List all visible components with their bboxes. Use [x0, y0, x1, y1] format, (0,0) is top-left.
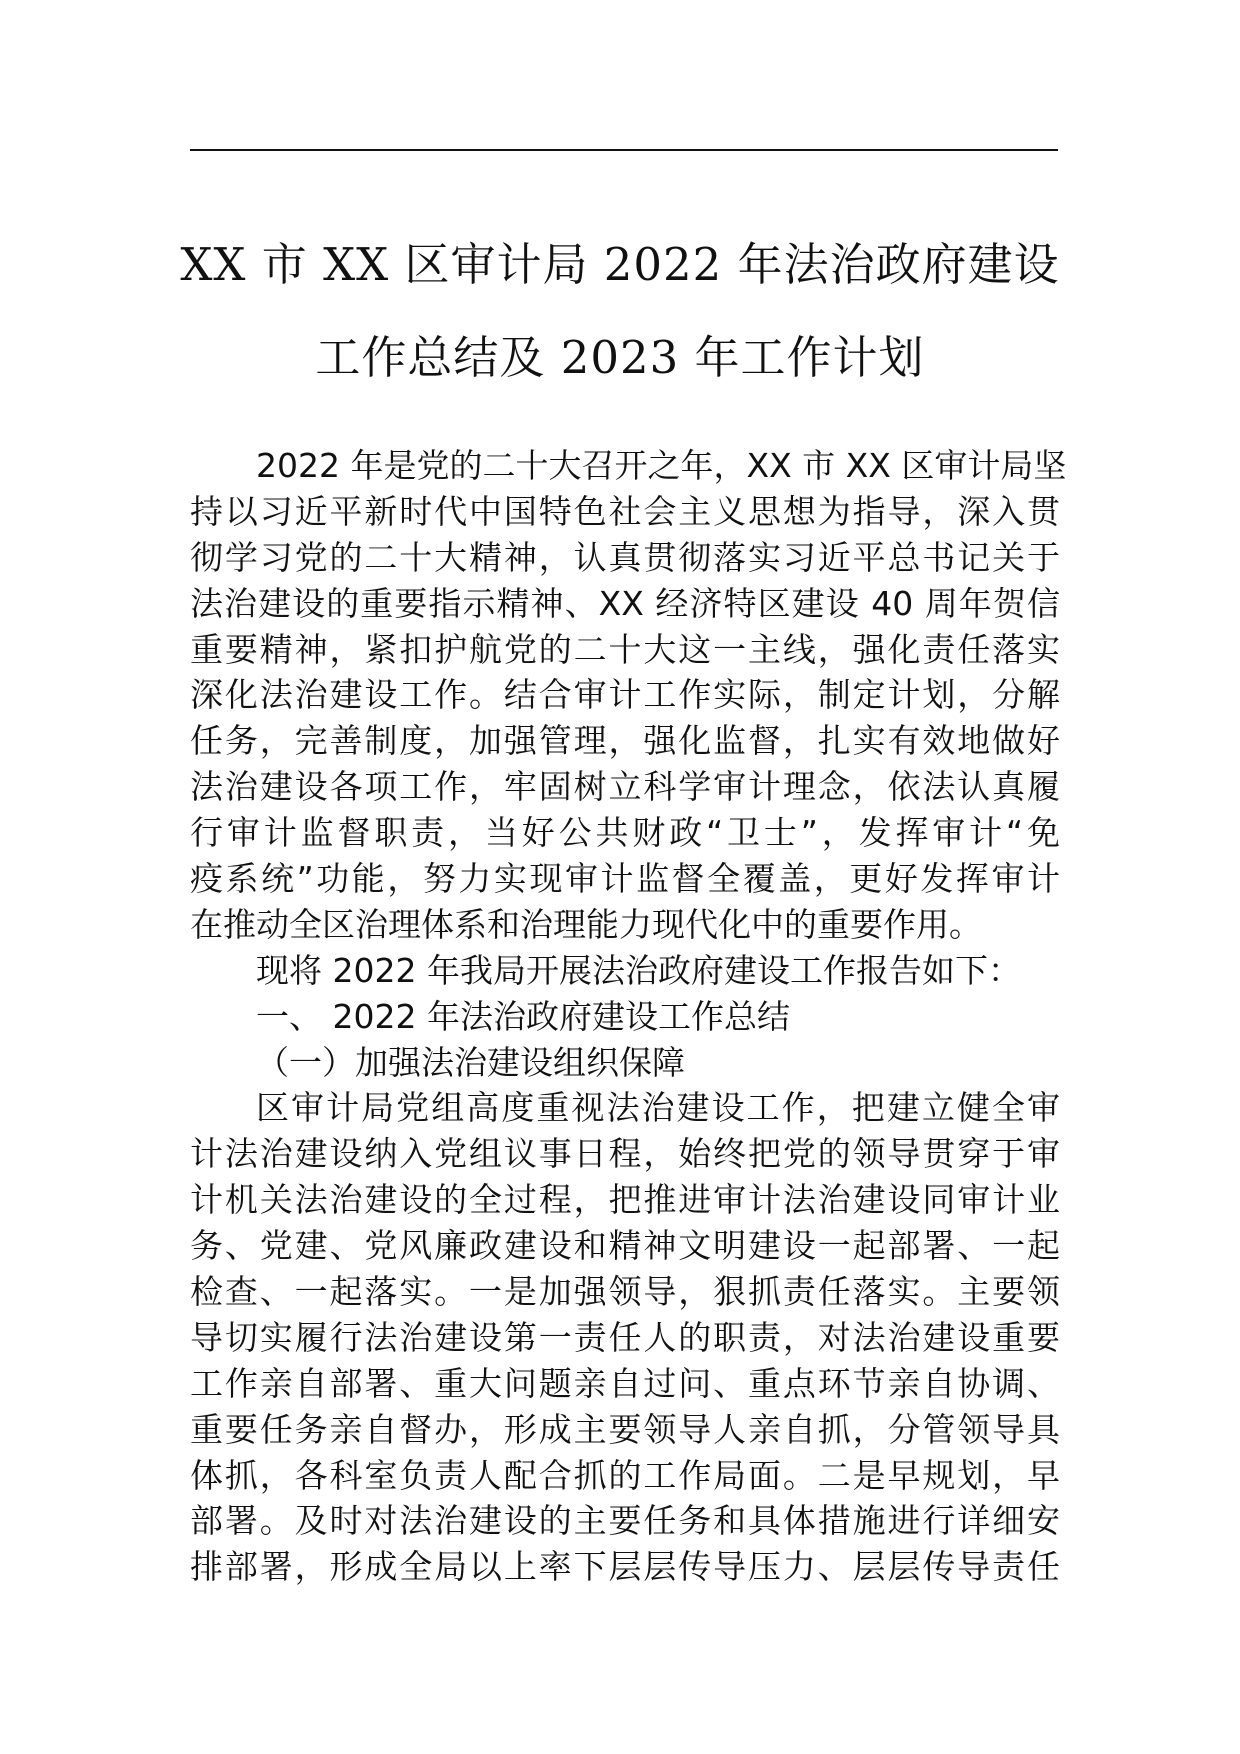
subsection-heading-text: （一）加强法治建设组织保障 [256, 1042, 685, 1082]
header-rule [190, 149, 1058, 151]
text-line: 疫系统”功能，努力实现审计监督全覆盖，更好发挥审计 [190, 859, 1060, 899]
intro-paragraph [190, 443, 1067, 948]
body-paragraph [190, 1085, 1060, 1590]
text-line: 彻学习党的二十大精神，认真贯彻落实习近平总书记关于 [190, 537, 1060, 577]
text-line: 计法治建设纳入党组议事日程，始终把党的领导贯穿于审 [190, 1134, 1060, 1174]
document-title-line-1: XX 市 XX 区审计局 2022 年法治政府建设 [180, 238, 1060, 291]
text-line: 工作亲自部署、重大问题亲自过问、重点环节亲自协调、 [190, 1363, 1060, 1403]
text-line: 现将 2022 年我局开展法治政府建设工作报告如下： [256, 950, 1021, 990]
text-line: 行审计监督职责，当好公共财政“卫士”，发挥审计“免 [190, 813, 1060, 853]
text-line: 2022 年是党的二十大召开之年，XX 市 XX 区审计局坚 [256, 446, 1067, 485]
report-paragraph [190, 948, 1060, 994]
section-heading [190, 994, 1060, 1040]
document-body [190, 443, 1067, 1590]
text-line: 法治建设各项工作，牢固树立科学审计理念，依法认真履 [190, 767, 1060, 807]
text-line: 部署。及时对法治建设的主要任务和具体措施进行详细安 [190, 1501, 1060, 1541]
text-line: 体抓，各科室负责人配合抓的工作局面。二是早规划，早 [190, 1455, 1060, 1495]
text-line: 检查、一起落实。一是加强领导，狠抓责任落实。主要领 [190, 1272, 1060, 1312]
text-line: 重要任务亲自督办，形成主要领导人亲自抓，分管领导具 [190, 1409, 1060, 1449]
text-line: 深化法治建设工作。结合审计工作实际，制定计划，分解 [190, 675, 1060, 715]
text-line: 法治建设的重要指示精神、XX 经济特区建设 40 周年贺信 [190, 583, 1060, 623]
text-line: 务、党建、党风廉政建设和精神文明建设一起部署、一起 [190, 1226, 1060, 1266]
text-line: 排部署，形成全局以上率下层层传导压力、层层传导责任 [190, 1547, 1060, 1587]
text-line: 持以习近平新时代中国特色社会主义思想为指导，深入贯 [190, 491, 1060, 531]
text-line: 区审计局党组高度重视法治建设工作，把建立健全审 [256, 1088, 1060, 1128]
text-line: 任务，完善制度，加强管理，强化监督，扎实有效地做好 [190, 721, 1060, 761]
text-line: 导切实履行法治建设第一责任人的职责，对法治建设重要 [190, 1317, 1060, 1357]
text-line: 计机关法治建设的全过程，把推进审计法治建设同审计业 [190, 1180, 1060, 1220]
text-line: 重要精神，紧扣护航党的二十大这一主线，强化责任落实 [190, 629, 1060, 669]
section-heading-text: 一、 2022 年法治政府建设工作总结 [256, 996, 790, 1036]
document-title-line-2: 工作总结及 2023 年工作计划 [315, 331, 925, 384]
subsection-heading [190, 1040, 1060, 1086]
text-line: 在推动全区治理体系和治理能力现代化中的重要作用。 [190, 904, 982, 944]
